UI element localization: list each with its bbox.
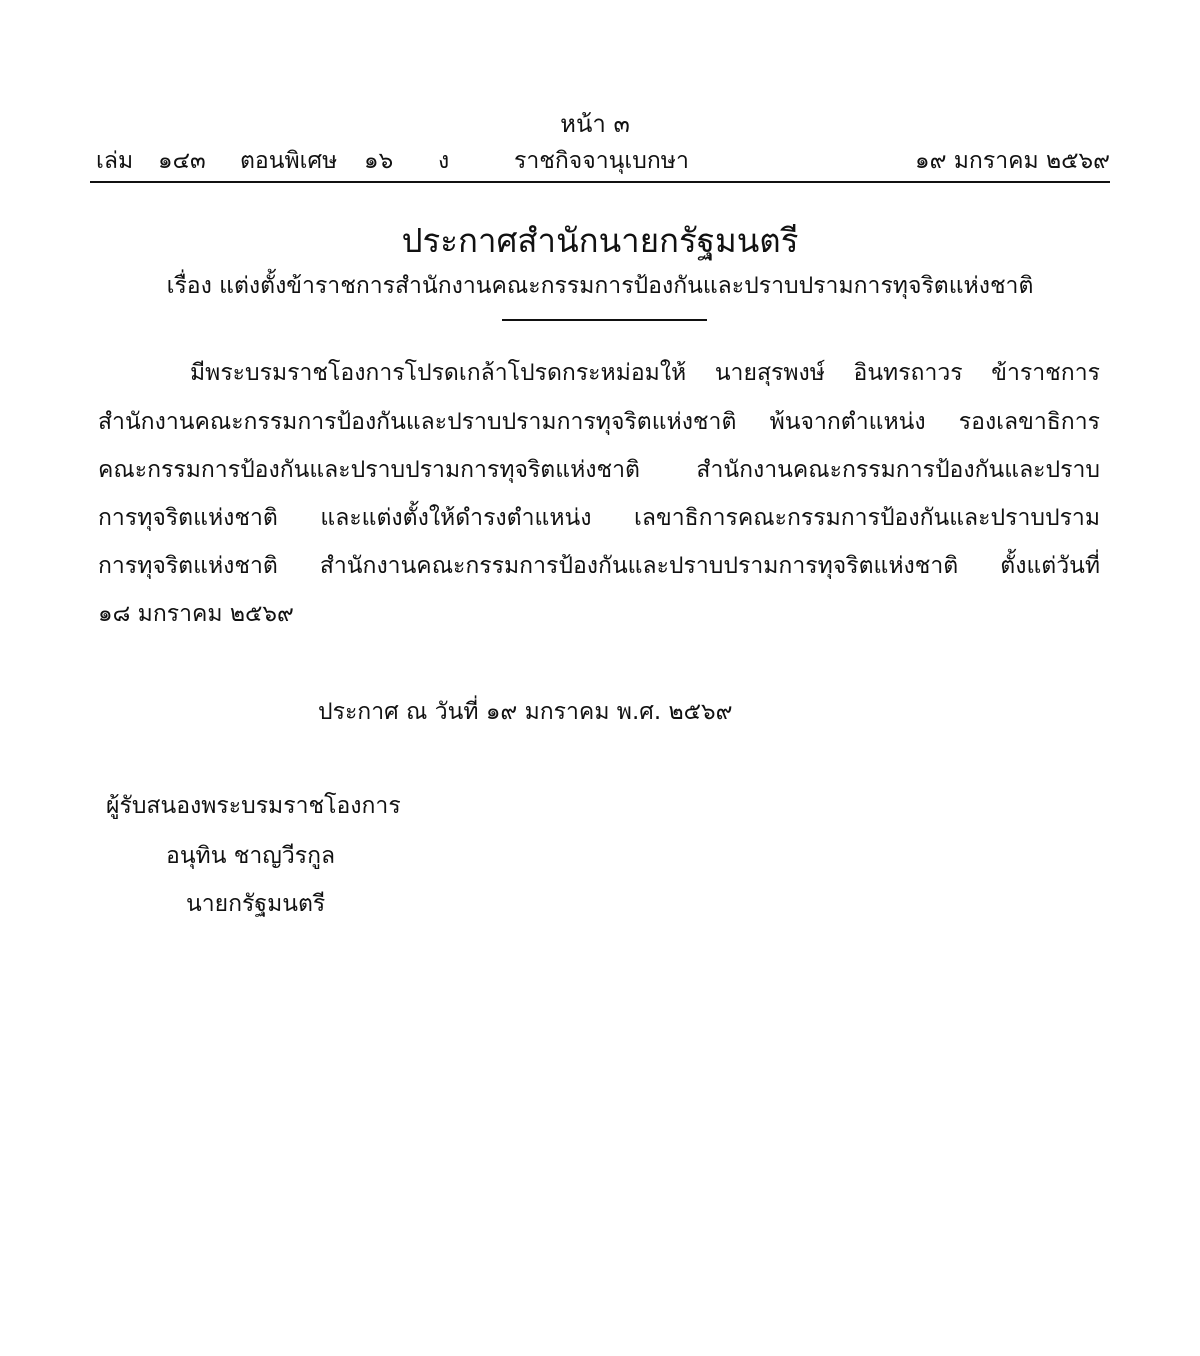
page-number: หน้า ๓ [560, 110, 630, 138]
gazette-name: ราชกิจจานุเบกษา [514, 148, 689, 174]
countersign-label: ผู้รับสนองพระบรมราชโองการ [106, 793, 401, 819]
body-line-3: คณะกรรมการป้องกันและปราบปรามการทุจริตแห่งชาติ สำนักงานคณะกรรมการป้องกันและปราบ [98, 457, 1100, 483]
document-subject: เรื่อง แต่งตั้งข้าราชการสำนักงานคณะกรรมการป้องกันและปราบปรามการทุจริตแห่งชาติ [166, 273, 1034, 299]
section-label: ตอนพิเศษ [240, 148, 338, 174]
body-line-1: มีพระบรมราชโองการโปรดเกล้าโปรดกระหม่อมให้ นายสุรพงษ์ อินทรถาวร ข้าราชการ [190, 360, 1100, 386]
announcement-date: ประกาศ ณ วันที่ ๑๙ มกราคม พ.ศ. ๒๕๖๙ [318, 699, 733, 725]
publication-date: ๑๙ มกราคม ๒๕๖๙ [915, 148, 1110, 174]
gazette-header [96, 143, 1110, 177]
section-number: ๑๖ [364, 148, 394, 174]
body-line-4: การทุจริตแห่งชาติ และแต่งตั้งให้ดำรงตำแหน่ง เลขาธิการคณะกรรมการป้องกันและปราบปราม [98, 505, 1100, 531]
signer-name: อนุทิน ชาญวีรกูล [166, 843, 336, 869]
part-letter: ง [438, 148, 450, 174]
volume-number: ๑๔๓ [158, 148, 206, 174]
body-line-5: การทุจริตแห่งชาติ สำนักงานคณะกรรมการป้องกันและปราบปรามการทุจริตแห่งชาติ ตั้งแต่วันที่ [98, 553, 1100, 579]
document-title: ประกาศสำนักนายกรัฐมนตรี [401, 221, 799, 260]
header-divider [90, 181, 1110, 183]
signer-position: นายกรัฐมนตรี [186, 891, 326, 917]
volume-label: เล่ม [96, 148, 134, 174]
body-line-6: ๑๘ มกราคม ๒๕๖๙ [98, 601, 294, 627]
title-divider [502, 319, 707, 321]
body-line-2: สำนักงานคณะกรรมการป้องกันและปราบปรามการทุจริตแห่งชาติ พ้นจากตำแหน่ง รองเลขาธิการ [98, 409, 1100, 435]
